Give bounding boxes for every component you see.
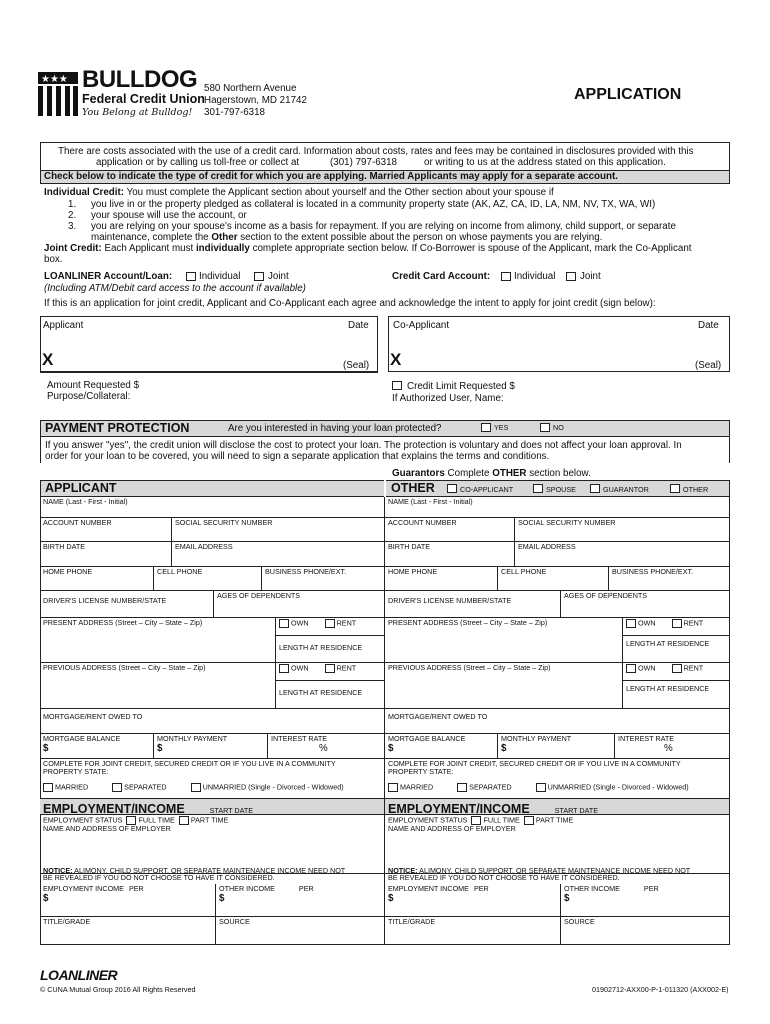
employment-income-field[interactable]: EMPLOYMENT INCOME PER $ (385, 884, 561, 917)
loanliner-individual-checkbox[interactable] (186, 272, 196, 281)
source-field[interactable]: SOURCE (564, 917, 595, 926)
protection-text-1: If you answer "yes", the credit union will disclose the cost to protect your loan. The protection is voluntary and does not affect your loan approval. In (45, 440, 682, 451)
previous-length-field[interactable]: LENGTH AT RESIDENCE (623, 681, 729, 709)
marital-status-field: COMPLETE FOR JOINT CREDIT, SECURED CREDIT OR IF YOU LIVE IN A COMMUNITY PROPERTY STATE: MARRIED SEPARATED UNMARRIED (Single - Divorced - Widowed) (385, 759, 729, 799)
source-field[interactable]: SOURCE (219, 917, 250, 926)
cu-address-line1: 580 Northern Avenue (204, 83, 297, 94)
title-grade-field[interactable]: TITLE/GRADE (40, 917, 216, 944)
previous-own-rent: OWN RENT (623, 663, 729, 681)
credit-type-instructions: Check below to indicate the type of credit for which you are applying. Married Applicants may apply for a separate account. (44, 171, 618, 182)
interest-rate-field[interactable]: INTEREST RATE % (615, 734, 729, 759)
unmarried-checkbox[interactable] (191, 783, 201, 792)
intro-line2a: application or by calling us toll-free or collect at (96, 157, 300, 168)
dependents-field[interactable]: AGES OF DEPENDENTS (561, 591, 729, 618)
separated-checkbox[interactable] (112, 783, 122, 792)
other-income-field[interactable]: OTHER INCOME PER $ (561, 884, 729, 917)
previous-own-checkbox[interactable] (279, 664, 289, 673)
previous-rent-checkbox[interactable] (672, 664, 682, 673)
mortgage-balance-field[interactable]: MORTGAGE BALANCE $ (40, 734, 154, 759)
credit-limit-label: Credit Limit Requested $ (407, 381, 515, 392)
logo-flag (38, 72, 78, 116)
employment-section-header: EMPLOYMENT/INCOME START DATE (40, 799, 384, 815)
list-item: 3. (68, 221, 77, 232)
present-length-field[interactable]: LENGTH AT RESIDENCE (276, 636, 384, 663)
cell-phone-field[interactable]: CELL PHONE (498, 567, 609, 591)
ssn-field[interactable]: SOCIAL SECURITY NUMBER (172, 518, 384, 542)
interest-rate-field[interactable]: INTEREST RATE % (268, 734, 384, 759)
applicant-seal: (Seal) (343, 360, 370, 371)
list-item: 1. (68, 199, 77, 210)
coapplicant-option-label: CO-APPLICANT (460, 485, 514, 494)
unmarried-checkbox[interactable] (536, 783, 546, 792)
guarantor-checkbox[interactable] (590, 484, 600, 493)
guarantors-note: Guarantors Complete OTHER section below. (392, 468, 591, 479)
dependents-field[interactable]: AGES OF DEPENDENTS (214, 591, 384, 618)
brand-subtitle: Federal Credit Union (82, 92, 205, 106)
separated-checkbox[interactable] (457, 783, 467, 792)
other-option-label: OTHER (683, 485, 709, 494)
joint-credit-text: Joint Credit: Each Applicant must individually complete appropriate section below. If Co-Borrower is spouse of the Applicant, mark the Co-Applicant (44, 243, 692, 254)
previous-rent-checkbox[interactable] (325, 664, 335, 673)
birth-date-field[interactable]: BIRTH DATE (385, 542, 515, 567)
list-item-text: you live in or the property pledged as collateral is located in a community property state (AK, AZ, CA, ID, LA, NM, NV, TX, WA, WI) (91, 199, 656, 210)
coapplicant-seal: (Seal) (695, 360, 722, 371)
applicant-date-label: Date (348, 320, 369, 331)
credit-limit-checkbox[interactable] (392, 381, 402, 390)
authorized-user-label: If Authorized User, Name: (392, 393, 504, 404)
employment-section-header: EMPLOYMENT/INCOME START DATE (385, 799, 729, 815)
loanliner-joint-label: Joint (268, 271, 289, 282)
notice-line-2: BE REVEALED IF YOU DO NOT CHOOSE TO HAVE IT CONSIDERED. (388, 873, 620, 882)
coapplicant-checkbox[interactable] (447, 484, 457, 493)
spouse-checkbox[interactable] (533, 484, 543, 493)
loanliner-label: LOANLINER Account/Loan: (44, 271, 173, 282)
birth-date-field[interactable]: BIRTH DATE (40, 542, 172, 567)
married-checkbox[interactable] (43, 783, 53, 792)
cu-address-line2: Hagerstown, MD 21742 (204, 95, 307, 106)
marital-status-field: COMPLETE FOR JOINT CREDIT, SECURED CREDIT OR IF YOU LIVE IN A COMMUNITY PROPERTY STATE: MARRIED SEPARATED UNMARRIED (Single - Divorced - Widowed) (40, 759, 384, 799)
applicant-sign-x: X (42, 350, 54, 369)
protection-no-checkbox[interactable] (540, 423, 550, 432)
guarantor-option-label: GUARANTOR (603, 485, 649, 494)
applicant-section-title: APPLICANT (45, 481, 117, 495)
previous-own-rent: OWN RENT (276, 663, 384, 681)
name-field[interactable]: NAME (Last - First - Initial) (385, 497, 729, 518)
cc-joint-label: Joint (580, 271, 601, 282)
protection-text-2: order for your loan to be covered, you will need to sign a separate application that explains the terms and conditions. (45, 451, 550, 462)
married-checkbox[interactable] (388, 783, 398, 792)
other-section-title: OTHER (391, 481, 435, 495)
present-address-field[interactable]: PRESENT ADDRESS (Street – City – State – Zip) (40, 618, 276, 663)
email-field[interactable]: EMAIL ADDRESS (172, 542, 384, 567)
other-fields (385, 497, 730, 945)
business-phone-field[interactable]: BUSINESS PHONE/EXT. (262, 567, 384, 591)
loanliner-individual-label: Individual (199, 271, 241, 282)
notice-line-2: BE REVEALED IF YOU DO NOT CHOOSE TO HAVE IT CONSIDERED. (43, 873, 275, 882)
mortgage-owed-field[interactable]: MORTGAGE/RENT OWED TO (385, 709, 729, 734)
title-grade-field[interactable]: TITLE/GRADE (385, 917, 561, 944)
previous-length-field[interactable]: LENGTH AT RESIDENCE (276, 681, 384, 709)
present-own-checkbox[interactable] (626, 619, 636, 628)
present-own-rent: OWN RENT (623, 618, 729, 636)
applicant-fields (40, 497, 385, 945)
cell-phone-field[interactable]: CELL PHONE (154, 567, 262, 591)
applicant-sig-label: Applicant (43, 320, 84, 331)
copyright: © CUNA Mutual Group 2016 All Rights Reserved (40, 985, 196, 994)
name-field[interactable]: NAME (Last - First - Initial) (40, 497, 384, 518)
monthly-payment-field[interactable]: MONTHLY PAYMENT $ (154, 734, 268, 759)
email-field[interactable]: EMAIL ADDRESS (515, 542, 729, 567)
intro-phone: (301) 797-6318 (330, 157, 397, 168)
license-field[interactable]: DRIVER'S LICENSE NUMBER/STATE (385, 591, 561, 618)
list-item: 2. (68, 210, 77, 221)
joint-credit-label: Joint Credit: (44, 243, 102, 254)
amount-requested-label: Amount Requested $ (47, 380, 140, 391)
protection-question: Are you interested in having your loan protected? (228, 423, 442, 434)
license-field[interactable]: DRIVER'S LICENSE NUMBER/STATE (40, 591, 214, 618)
other-income-field[interactable]: OTHER INCOME PER $ (216, 884, 384, 917)
individual-credit-text (44, 187, 554, 199)
brand-tagline: You Belong at Bulldog! (82, 107, 193, 118)
joint-intent-text: If this is an application for joint credit, Applicant and Co-Applicant each agree and acknowledge the intent to apply for joint credit (sign below): (44, 298, 656, 309)
protection-yes-label: YES (494, 423, 509, 432)
document-title: APPLICATION (574, 86, 682, 103)
purpose-collateral-label: Purpose/Collateral: (47, 391, 131, 402)
protection-yes-checkbox[interactable] (481, 423, 491, 432)
part-time-checkbox[interactable] (524, 816, 534, 825)
account-number-field[interactable]: ACCOUNT NUMBER (385, 518, 515, 542)
other-option-checkbox[interactable] (670, 484, 680, 493)
coapplicant-date-label: Date (698, 320, 719, 331)
intro-line1: There are costs associated with the use of a credit card. Information about costs, rates and fees may be contained in disclosures provided with this (58, 146, 694, 157)
home-phone-field[interactable]: HOME PHONE (40, 567, 154, 591)
previous-address-field[interactable]: PREVIOUS ADDRESS (Street – City – State – Zip) (40, 663, 276, 709)
previous-address-field[interactable]: PREVIOUS ADDRESS (Street – City – State – Zip) (385, 663, 623, 709)
list-item-continued: maintenance, complete the Other section to the extent possible about the person on whose payments you are relying. (91, 232, 603, 243)
home-phone-field[interactable]: HOME PHONE (385, 567, 498, 591)
brand-name: BULLDOG (82, 66, 198, 93)
protection-no-label: NO (553, 423, 564, 432)
spouse-option-label: SPOUSE (546, 485, 576, 494)
present-address-field[interactable]: PRESENT ADDRESS (Street – City – State – Zip) (385, 618, 623, 663)
employment-income-field[interactable]: EMPLOYMENT INCOME PER $ (40, 884, 216, 917)
credit-card-label: Credit Card Account: (392, 271, 491, 282)
account-number-field[interactable]: ACCOUNT NUMBER (40, 518, 172, 542)
present-own-rent: OWN RENT (276, 618, 384, 636)
cc-individual-label: Individual (514, 271, 556, 282)
cu-phone: 301-797-6318 (204, 107, 266, 118)
mortgage-balance-field[interactable]: MORTGAGE BALANCE $ (385, 734, 498, 759)
payment-protection-title: PAYMENT PROTECTION (45, 421, 190, 435)
cc-joint-checkbox[interactable] (566, 272, 576, 281)
divider (40, 372, 378, 373)
present-rent-checkbox[interactable] (325, 619, 335, 628)
list-item-text: your spouse will use the account, or (91, 210, 247, 221)
intro-line2c: or writing to us at the address stated on this application. (424, 157, 666, 168)
ssn-field[interactable]: SOCIAL SECURITY NUMBER (515, 518, 729, 542)
loanliner-logo: LOANLINER (40, 967, 118, 983)
employer-field[interactable]: EMPLOYMENT STATUS FULL TIME PART TIME NAME AND ADDRESS OF EMPLOYER NOTICE: ALIMONY, CHILD SUPPORT, OR SEPARATE MAINTENANCE INCOME NEED NOT (40, 815, 384, 874)
present-rent-checkbox[interactable] (672, 619, 682, 628)
business-phone-field[interactable]: BUSINESS PHONE/EXT. (609, 567, 729, 591)
loanliner-joint-checkbox[interactable] (254, 272, 264, 281)
monthly-payment-field[interactable]: MONTHLY PAYMENT $ (498, 734, 615, 759)
individual-credit-desc: You must complete the Applicant section about yourself and the Other section about your spouse if (126, 187, 554, 198)
present-length-field[interactable]: LENGTH AT RESIDENCE (623, 636, 729, 663)
flag-icon (38, 72, 78, 116)
previous-own-checkbox[interactable] (626, 664, 636, 673)
form-code: 01902712-AXX00-P-1-011320 (AXX002-E) (592, 985, 729, 994)
present-own-checkbox[interactable] (279, 619, 289, 628)
cc-individual-checkbox[interactable] (501, 272, 511, 281)
coapplicant-sign-x: X (390, 350, 402, 369)
mortgage-owed-field[interactable]: MORTGAGE/RENT OWED TO (40, 709, 384, 734)
atm-note: (Including ATM/Debit card access to the account if available) (44, 283, 306, 294)
part-time-checkbox[interactable] (179, 816, 189, 825)
individual-credit-label: Individual Credit: (44, 187, 125, 198)
svg-text:★★★: ★★★ (41, 74, 68, 85)
coapplicant-sig-label: Co-Applicant (393, 320, 450, 331)
joint-credit-text-end: box. (44, 254, 63, 265)
applicant-signature-box[interactable] (40, 316, 378, 372)
list-item-text: you are relying on your spouse's income as a basis for repayment. If you are relying on income from alimony, child support, or separate (91, 221, 676, 232)
employer-field[interactable]: EMPLOYMENT STATUS FULL TIME PART TIME NAME AND ADDRESS OF EMPLOYER NOTICE: ALIMONY, CHILD SUPPORT, OR SEPARATE MAINTENANCE INCOME NEED NOT (385, 815, 729, 874)
